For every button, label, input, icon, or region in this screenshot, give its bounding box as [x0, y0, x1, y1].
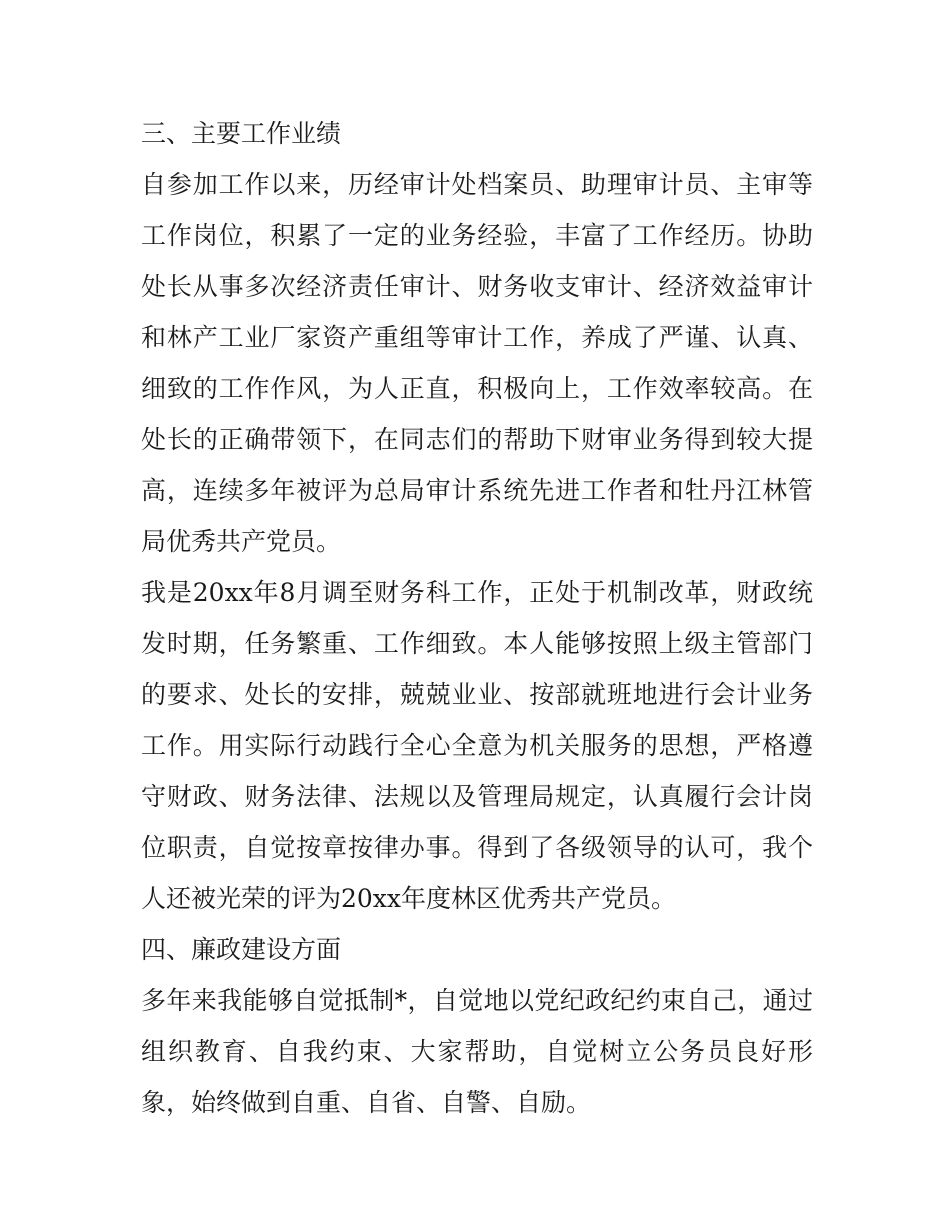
paragraph-finance-work: 我是20xx年8月调至财务科工作，正处于机制改革，财政统发时期，任务繁重、工作细致。本人能够按照上级主管部门的要求、处长的安排，兢兢业业、按部就班地进行会计业务工作。用实际行动践行全心全意为机关服务的思想，严格遵守财政、财务法律、法规以及管理局规定，认真履行会计岗位职责，自觉按章按律办事。得到了各级领导的认可，我个人还被光荣的评为20xx年度林区优秀共产党员。	[141, 578, 813, 913]
paragraph-integrity: 多年来我能够自觉抵制*，自觉地以党纪政纪约束自己，通过组织教育、自我约束、大家帮助，自觉树立公务员良好形象，始终做到自重、自省、自警、自励。	[141, 986, 813, 1117]
paragraph-work-history: 自参加工作以来，历经审计处档案员、助理审计员、主审等工作岗位，积累了一定的业务经验，丰富了工作经历。协助处长从事多次经济责任审计、财务收支审计、经济效益审计和林产工业厂家资产重组等审计工作，养成了严谨、认真、细致的工作作风，为人正直，积极向上，工作效率较高。在处长的正确带领下，在同志们的帮助下财审业务得到较大提高，连续多年被评为总局审计系统先进工作者和牡丹江林管局优秀共产党员。	[141, 170, 813, 556]
document-body	[141, 108, 813, 1128]
section-heading-integrity: 四、廉政建设方面	[141, 935, 342, 964]
section-heading-achievements: 三、主要工作业绩	[141, 119, 342, 148]
